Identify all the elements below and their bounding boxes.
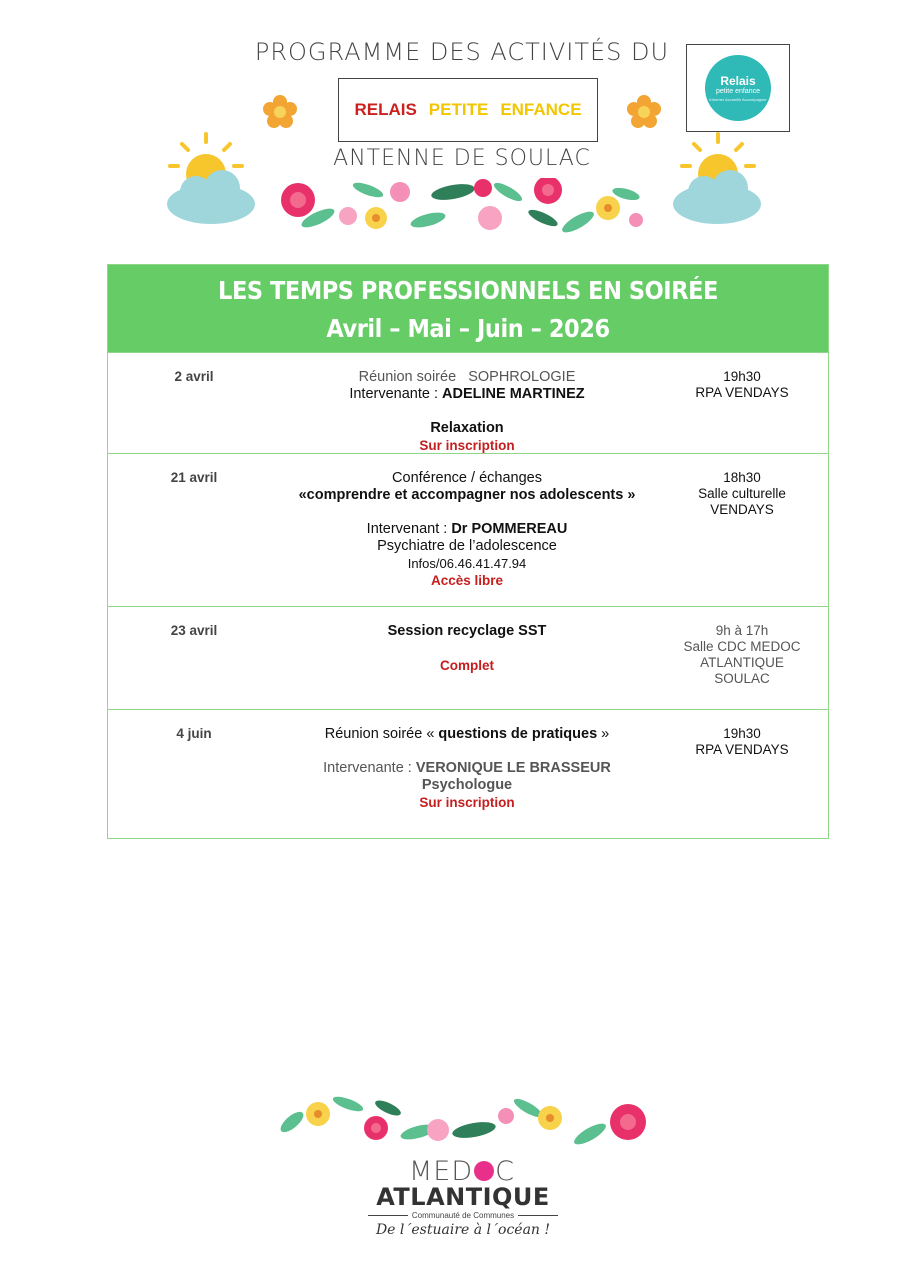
sun-cloud-icon-right (670, 130, 764, 230)
flower-banner-top (278, 178, 648, 234)
table-heading-title: LES TEMPS PROFESSIONNELS EN SOIRÉE (218, 276, 718, 305)
flower-banner-bottom (278, 1090, 648, 1146)
sun-cloud-icon-left (164, 130, 258, 230)
flower-icon-left (262, 94, 298, 130)
title-prefix: Réunion soirée « (324, 726, 439, 742)
event-time-place (654, 623, 830, 687)
medoc-dot-icon (474, 1161, 494, 1181)
enfance-word: ENFANCE (500, 100, 582, 119)
speaker-name: VERONIQUE LE BRASSEUR (415, 760, 611, 776)
speaker-name: Dr POMMEREAU (451, 521, 568, 537)
event-details (280, 369, 654, 454)
event-note: Sur inscription (419, 795, 515, 810)
table-row (108, 453, 828, 606)
table-row (108, 352, 828, 453)
event-place-line: Salle CDC MEDOC (683, 639, 801, 654)
medoc-logo-text (0, 1158, 900, 1186)
event-time-place (654, 726, 830, 758)
speaker-label: Intervenante : (323, 760, 416, 776)
slogan: De l´estuaire à l´océan ! (375, 1222, 551, 1238)
table-row (108, 709, 828, 838)
event-place: RPA VENDAYS (695, 742, 789, 757)
event-time: 19h30 (723, 726, 761, 741)
logo-tagline: Informer Accueillir Accompagner (709, 96, 767, 102)
event-place: RPA VENDAYS (695, 385, 789, 400)
event-time-place (654, 369, 830, 401)
speaker-role: Psychologue (421, 777, 513, 793)
speaker-role: Psychiatre de l’adolescence (377, 538, 557, 554)
event-speaker (280, 760, 654, 777)
event-time: 19h30 (723, 369, 761, 384)
relais-logo-circle (705, 55, 771, 121)
event-time: 9h à 17h (715, 623, 769, 638)
title-bold: questions de pratiques (438, 726, 598, 742)
flower-icon-right (626, 94, 662, 130)
event-title: Session recyclage SST (387, 623, 547, 639)
title-suffix: » (597, 726, 610, 742)
atlantique-logo-text: ATLANTIQUE (376, 1183, 550, 1211)
event-details (280, 470, 654, 589)
table-heading-period: Avril – Mai – Juin – 2026 (326, 314, 610, 343)
speaker-name: ADELINE MARTINEZ (442, 386, 585, 402)
logo-petite-enfance-text: petite enfance (716, 87, 760, 95)
speaker-label: Intervenante : (349, 386, 443, 402)
event-place-line: Salle culturelle (698, 486, 786, 501)
event-theme: Relaxation (430, 420, 504, 436)
event-title: Conférence / échanges (392, 470, 542, 486)
event-details (280, 726, 654, 811)
cdc-caption (0, 1211, 900, 1220)
table-heading (108, 265, 828, 352)
event-speaker (280, 521, 654, 538)
event-note: Accès libre (430, 573, 504, 588)
event-place-line: SOULAC (714, 671, 770, 686)
event-note: Sur inscription (419, 438, 515, 453)
speaker-label: Intervenant : (366, 521, 452, 537)
medoc-left: MED (408, 1156, 474, 1187)
event-date: 2 avril (174, 369, 214, 384)
event-info: Infos/06.46.41.47.94 (407, 556, 527, 571)
relais-word: RELAIS (354, 100, 417, 119)
antenne-title: ANTENNE DE SOULAC (333, 146, 591, 171)
event-place-line: ATLANTIQUE (700, 655, 784, 670)
cdc-text: Communauté de Communes (364, 1211, 562, 1220)
event-details (280, 623, 654, 674)
relais-logo (686, 44, 790, 132)
table-row (108, 606, 828, 709)
event-time: 18h30 (723, 470, 761, 485)
event-place-line: VENDAYS (710, 502, 774, 517)
event-title: Réunion soirée SOPHROLOGIE (358, 369, 576, 385)
event-note: Complet (440, 658, 494, 673)
relais-petite-enfance-box (338, 78, 598, 142)
events-table (107, 264, 829, 839)
event-subtitle: «comprendre et accompagner nos adolescents » (298, 487, 636, 503)
event-speaker (280, 386, 654, 403)
event-date: 23 avril (170, 623, 218, 638)
event-date: 4 juin (176, 726, 212, 741)
petite-word: PETITE (428, 100, 489, 119)
medoc-right: C (495, 1156, 515, 1187)
header-title: PROGRAMME DES ACTIVITÉS DU (254, 38, 670, 66)
event-date: 21 avril (170, 470, 218, 485)
event-title (280, 726, 654, 743)
logo-relais-text: Relais (720, 73, 756, 88)
event-time-place (654, 470, 830, 518)
